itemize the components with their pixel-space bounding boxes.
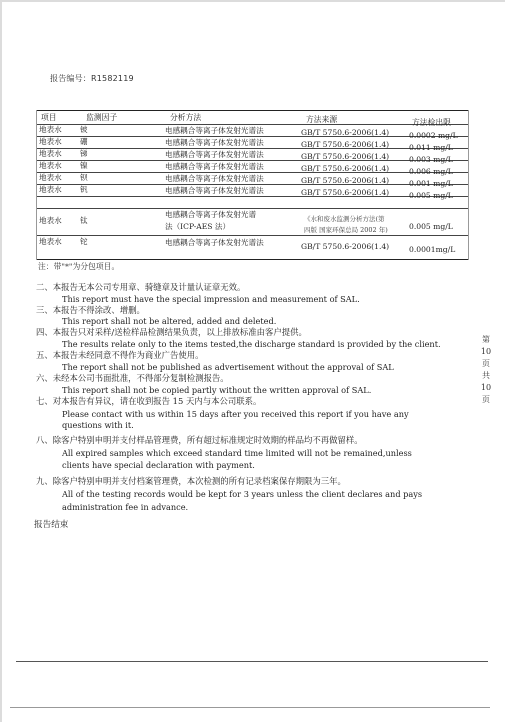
report-end-mark: 报告结束 xyxy=(34,520,69,530)
clause-4-cn: 四、本报告只对采样/送检样品检测结果负责，以上排放标准由客户提供。 xyxy=(36,327,307,337)
cell-method: 电感耦合等离子体发射光谱法 xyxy=(165,186,264,195)
cell-method: 电感耦合等离子体发射光谱法 xyxy=(165,238,264,247)
header-method: 分析方法 xyxy=(170,113,202,122)
cell-item: 地表水 xyxy=(39,149,62,158)
cell-method: 电感耦合等离子体发射光谱法 xyxy=(165,126,264,135)
clause-7-cn: 七、对本报告有异议，请在收到报告 15 天内与本公司联系。 xyxy=(36,396,262,406)
clause-7-en-2: questions with it. xyxy=(62,420,134,430)
clause-6-cn: 六、未经本公司书面批准，不得部分复制检测报告。 xyxy=(36,373,229,383)
page-counter-current: 10 xyxy=(480,347,492,356)
report-number: 报告编号：R1582119 xyxy=(50,74,134,83)
cell-limit: 0.0001mg/L xyxy=(409,245,456,254)
clause-4-en: The results relate only to the items tested,the discharge standard is provided by the client. xyxy=(62,339,441,349)
table-rule xyxy=(36,196,469,197)
table-footnote: 注：带"*"为分包项目。 xyxy=(38,262,120,271)
header-factor: 监测因子 xyxy=(86,113,118,122)
cell-source-line1: 《水和废水监测分析方法(第 xyxy=(304,215,385,223)
cell-limit: 0.003 mg/L xyxy=(409,155,453,164)
cell-limit: 0.011 mg/L xyxy=(409,143,453,152)
table-col-line xyxy=(36,110,37,260)
page-counter-char: 第 xyxy=(482,335,490,344)
cell-factor: 铍 xyxy=(80,125,88,134)
cell-item: 地表水 xyxy=(39,237,62,246)
page-edge-left xyxy=(0,0,2,722)
cell-method: 电感耦合等离子体发射光谱法 xyxy=(165,138,264,147)
clause-9-cn: 九、除客户特别申明并支付档案管理费，本次检测的所有记录档案保存期限为三年。 xyxy=(36,476,346,486)
clause-5-cn: 五、本报告未经同意不得作为商业广告使用。 xyxy=(36,350,204,360)
clause-9-en-1: All of the testing records would be kept for 3 years unless the client declares and pays xyxy=(62,489,423,499)
clause-9-en-2: administration fee in advance. xyxy=(62,502,189,512)
method-table xyxy=(36,110,469,260)
table-rule xyxy=(36,160,469,161)
cell-source: GB/T 5750.6-2006(1.4) xyxy=(301,152,390,161)
cell-item: 地表水 xyxy=(39,216,62,225)
cell-item: 地表水 xyxy=(39,185,62,194)
table-rule xyxy=(36,184,469,185)
cell-source: GB/T 5750.6-2006(1.4) xyxy=(301,242,390,251)
footer-rule xyxy=(16,661,488,662)
cell-limit: 0.001 mg/L xyxy=(409,179,453,188)
table-rule xyxy=(36,172,469,173)
table-rule xyxy=(36,208,469,209)
cell-source: GB/T 5750.6-2006(1.4) xyxy=(301,140,390,149)
cell-factor: 铊 xyxy=(80,237,88,246)
cell-factor: 钒 xyxy=(80,185,88,194)
header-source: 方法来源 xyxy=(306,115,338,124)
cell-factor: 镍 xyxy=(80,161,88,170)
cell-source: GB/T 5750.6-2006(1.4) xyxy=(301,128,390,137)
table-rule xyxy=(36,136,469,137)
cell-method-line2: 法（ICP-AES 法） xyxy=(165,222,231,231)
page-counter-char: 页 xyxy=(482,395,490,404)
cell-item: 地表水 xyxy=(39,173,62,182)
clause-2-cn: 二、本报告无本公司专用章、骑缝章及计量认证章无效。 xyxy=(36,282,246,292)
footer-rule-bottom xyxy=(10,707,490,708)
cell-limit: 0.006 mg/L xyxy=(409,167,453,176)
cell-item: 地表水 xyxy=(39,125,62,134)
cell-source: GB/T 5750.6-2006(1.4) xyxy=(301,188,390,197)
clause-8-cn: 八、除客户特别申明并支付样品管理费，所有超过标准规定时效期的样品均不再做留样。 xyxy=(36,435,363,445)
clause-5-en: The report shall not be published as advertisement without the approval of SAL xyxy=(62,362,394,372)
table-col-line xyxy=(468,110,469,260)
clause-2-en: This report must have the special impression and measurement of SAL. xyxy=(62,294,360,304)
page-counter-total: 10 xyxy=(480,383,492,392)
cell-factor: 钛 xyxy=(80,216,88,225)
cell-factor: 钡 xyxy=(80,173,88,182)
cell-item: 地表水 xyxy=(39,161,62,170)
cell-source: GB/T 5750.6-2006(1.4) xyxy=(301,176,390,185)
clause-6-en: This report shall not be copied partly without the written approval of SAL. xyxy=(62,385,372,395)
cell-limit: 0.0002 mg/L xyxy=(409,131,458,140)
clause-8-en-2: clients have special declaration with payment. xyxy=(62,460,255,470)
header-limit: 方法检出限 xyxy=(412,118,451,127)
cell-source: GB/T 5750.6-2006(1.4) xyxy=(301,164,390,173)
clause-8-en-1: All expired samples which exceed standard time limited will not be remained,unless xyxy=(62,448,412,458)
cell-limit: 0.005 mg/L xyxy=(409,191,453,200)
page-counter-char: 页 xyxy=(482,359,490,368)
clause-3-cn: 三、本报告不得涂改、增删。 xyxy=(36,305,145,315)
page-counter-char: 共 xyxy=(482,371,490,380)
table-rule xyxy=(36,235,469,236)
table-rule xyxy=(36,124,469,125)
cell-source-line2: 四版 国家环保总局 2002 年) xyxy=(304,226,388,234)
table-border-top xyxy=(36,110,469,111)
cell-method-line1: 电感耦合等离子体发射光谱 xyxy=(165,210,257,219)
table-rule xyxy=(36,148,469,149)
clause-3-en: This report shall not be altered, added and deleted. xyxy=(62,316,277,326)
cell-factor: 硼 xyxy=(80,137,88,146)
page-edge-top xyxy=(0,0,505,2)
cell-factor: 锑 xyxy=(80,149,88,158)
clause-7-en-1: Please contact with us within 15 days after you received this report if you have any xyxy=(62,409,409,419)
cell-item: 地表水 xyxy=(39,137,62,146)
cell-limit: 0.005 mg/L xyxy=(409,222,453,231)
cell-method: 电感耦合等离子体发射光谱法 xyxy=(165,150,264,159)
cell-method: 电感耦合等离子体发射光谱法 xyxy=(165,162,264,171)
cell-method: 电感耦合等离子体发射光谱法 xyxy=(165,174,264,183)
header-item: 项目 xyxy=(41,113,57,122)
